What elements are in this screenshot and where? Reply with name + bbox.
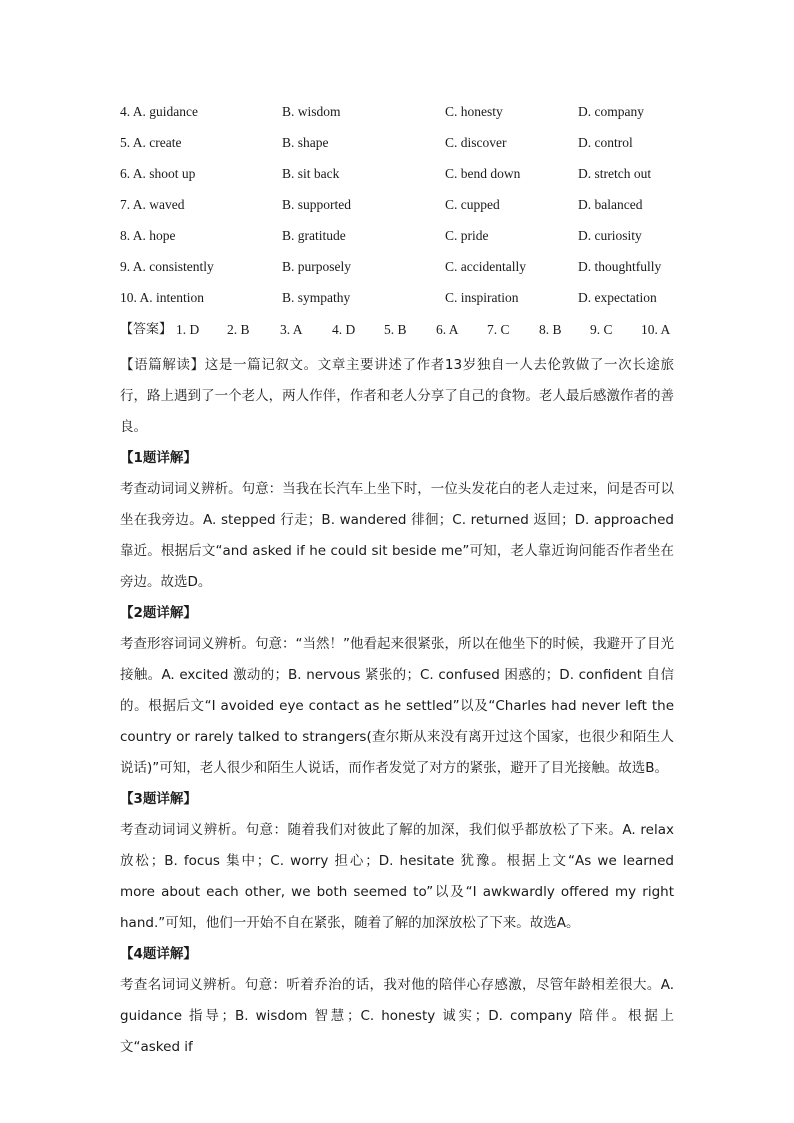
option-a: 7. A. waved — [120, 197, 185, 212]
option-c: C. inspiration — [445, 290, 519, 305]
option-row-5 — [120, 133, 680, 164]
answer-item: 2. B — [227, 322, 250, 337]
answer-key — [120, 320, 680, 342]
option-row-6 — [120, 164, 680, 195]
option-c: C. discover — [445, 135, 507, 150]
option-a: 8. A. hope — [120, 228, 176, 243]
answer-item: 7. C — [487, 322, 510, 337]
option-c: C. honesty — [445, 104, 503, 119]
answer-item: 8. B — [539, 322, 562, 337]
explanation-heading-3: 【3题详解】 — [120, 791, 197, 807]
option-a: 6. A. shoot up — [120, 166, 196, 181]
option-b: B. sympathy — [282, 290, 351, 305]
option-b: B. shape — [282, 135, 329, 150]
option-row-4 — [120, 102, 680, 133]
option-row-8 — [120, 226, 680, 257]
explanation-text-1: 考查动词词义辨析。句意：当我在长汽车上坐下时，一位头发花白的老人走过来，问是否可以坐在我旁边。A. stepped 行走；B. wandered 徘徊；C. returned 返回；D. approached 靠近。根据后文“and asked if he could sit beside me”可知，老人靠近询问能否作者坐在旁边。故选D。 — [120, 481, 674, 590]
answer-item: 5. B — [384, 322, 407, 337]
explanation-text-2: 考查形容词词义辨析。句意：“当然！”他看起来很紧张，所以在他坐下的时候，我避开了目光接触。A. excited 激动的；B. nervous 紧张的；C. confused 困惑的；D. confident 自信的。根据后文“I avoided eye contact as he settled”以及“Charles had never left the country or rarely talked to strangers(查尔斯从来没有离开过这个国家，也很少和陌生人说话)”可知，老人很少和陌生人说话，而作者发觉了对方的紧张，避开了目光接触。故选B。 — [120, 636, 674, 776]
answer-item: 6. A — [436, 322, 459, 337]
answer-item: 4. D — [332, 322, 356, 337]
explanation-text-3: 考查动词词义辨析。句意：随着我们对彼此了解的加深，我们似乎都放松了下来。A. relax 放松；B. focus 集中；C. worry 担心；D. hesitate 犹豫。根据上文“As we learned more about each other, we both seemed to”以及“I awkwardly offered my right hand.”可知，他们一开始不自在紧张，随着了解的加深放松了下来。故选A。 — [120, 822, 674, 931]
explanation-heading-4: 【4题详解】 — [120, 946, 197, 962]
option-row-10 — [120, 288, 680, 319]
option-c: C. accidentally — [445, 259, 526, 274]
options-list — [120, 102, 680, 319]
option-d: D. stretch out — [578, 166, 652, 181]
option-c: C. pride — [445, 228, 489, 243]
option-d: D. balanced — [578, 197, 643, 212]
answer-item: 3. A — [280, 322, 303, 337]
option-b: B. wisdom — [282, 104, 341, 119]
option-d: D. thoughtfully — [578, 259, 662, 274]
option-c: C. cupped — [445, 197, 500, 212]
option-b: B. purposely — [282, 259, 351, 274]
option-c: C. bend down — [445, 166, 521, 181]
answer-label: 【答案】 — [120, 322, 173, 337]
answer-item: 9. C — [590, 322, 613, 337]
option-d: D. company — [578, 104, 644, 119]
explanation-heading-1: 【1题详解】 — [120, 450, 197, 466]
option-row-7 — [120, 195, 680, 226]
reading-paragraph: 【语篇解读】这是一篇记叙文。文章主要讲述了作者13岁独自一人去伦敦做了一次长途旅行，路上遇到了一个老人，两人作伴，作者和老人分享了自己的食物。老人最后感激作者的善良。 — [120, 357, 674, 435]
explanation-heading-2: 【2题详解】 — [120, 605, 197, 621]
option-d: D. curiosity — [578, 228, 642, 243]
option-a: 9. A. consistently — [120, 259, 214, 274]
option-b: B. gratitude — [282, 228, 346, 243]
option-a: 5. A. create — [120, 135, 182, 150]
answer-item: 1. D — [176, 322, 200, 337]
option-b: B. sit back — [282, 166, 340, 181]
explanation-body — [120, 350, 674, 1063]
option-d: D. expectation — [578, 290, 657, 305]
option-row-9 — [120, 257, 680, 288]
option-b: B. supported — [282, 197, 351, 212]
answer-item: 10. A — [641, 322, 671, 337]
option-a: 4. A. guidance — [120, 104, 198, 119]
option-d: D. control — [578, 135, 633, 150]
explanation-text-4: 考查名词词义辨析。句意：听着乔治的话，我对他的陪伴心存感激，尽管年龄相差很大。A. guidance 指导；B. wisdom 智慧；C. honesty 诚实；D. company 陪伴。根据上文“asked if — [120, 977, 674, 1055]
option-a: 10. A. intention — [120, 290, 204, 305]
